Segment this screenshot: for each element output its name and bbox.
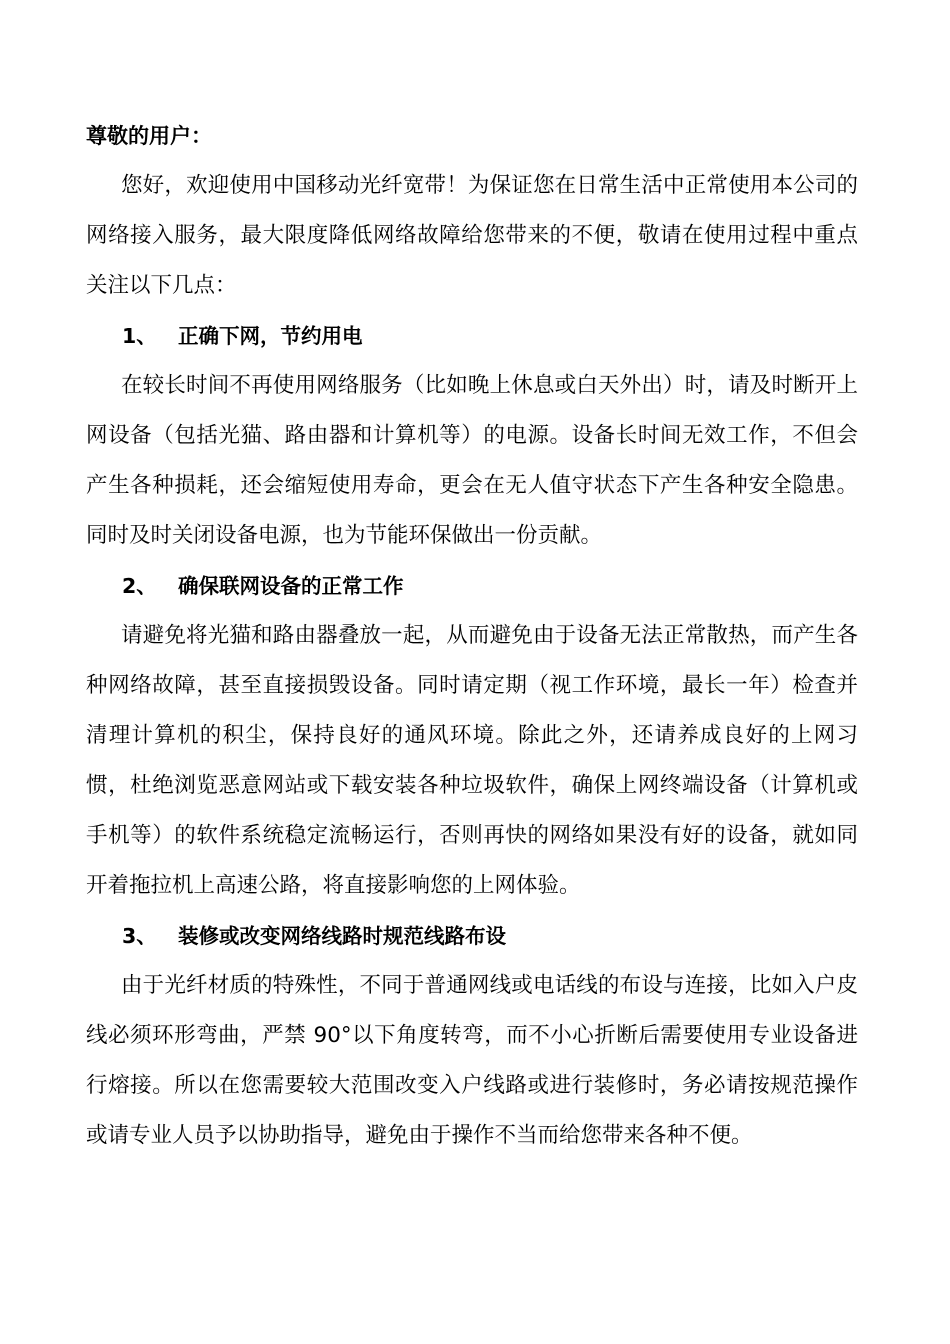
section-title: 确保联网设备的正常工作 xyxy=(178,574,404,598)
section-heading-1 xyxy=(86,311,858,361)
section-heading-2 xyxy=(86,561,858,611)
section-body-2: 请避免将光猫和路由器叠放一起，从而避免由于设备无法正常散热，而产生各种网络故障，甚至直接损毁设备。同时请定期（视工作环境，最长一年）检查并清理计算机的积尘，保持良好的通风环境。除此之外，还请养成良好的上网习惯，杜绝浏览恶意网站或下载安装各种垃圾软件，确保上网终端设备（计算机或手机等）的软件系统稳定流畅运行，否则再快的网络如果没有好的设备，就如同开着拖拉机上高速公路，将直接影响您的上网体验。 xyxy=(86,623,858,898)
section-title: 装修或改变网络线路时规范线路布设 xyxy=(178,924,506,948)
section-title: 正确下网，节约用电 xyxy=(178,324,363,348)
section-heading-3 xyxy=(86,911,858,961)
section-body-1: 在较长时间不再使用网络服务（比如晚上休息或白天外出）时，请及时断开上网设备（包括光猫、路由器和计算机等）的电源。设备长时间无效工作，不但会产生各种损耗，还会缩短使用寿命，更会在无人值守状态下产生各种安全隐患。同时及时关闭设备电源，也为节能环保做出一份贡献。 xyxy=(86,373,858,548)
greeting-salutation: 尊敬的用户： xyxy=(86,124,212,148)
intro-paragraph: 您好，欢迎使用中国移动光纤宽带！为保证您在日常生活中正常使用本公司的网络接入服务，最大限度降低网络故障给您带来的不便，敬请在使用过程中重点关注以下几点： xyxy=(86,173,858,298)
section-number: 3、 xyxy=(122,924,157,948)
section-body-3: 由于光纤材质的特殊性，不同于普通网线或电话线的布设与连接，比如入户皮线必须环形弯曲，严禁 90°以下角度转弯，而不小心折断后需要使用专业设备进行熔接。所以在您需要较大范围改变入户线路或进行装修时，务必请按规范操作或请专业人员予以协助指导，避免由于操作不当而给您带来各种不便。 xyxy=(86,973,858,1148)
document-body xyxy=(86,111,858,1161)
section-number: 2、 xyxy=(122,574,157,598)
section-number: 1、 xyxy=(122,324,157,348)
